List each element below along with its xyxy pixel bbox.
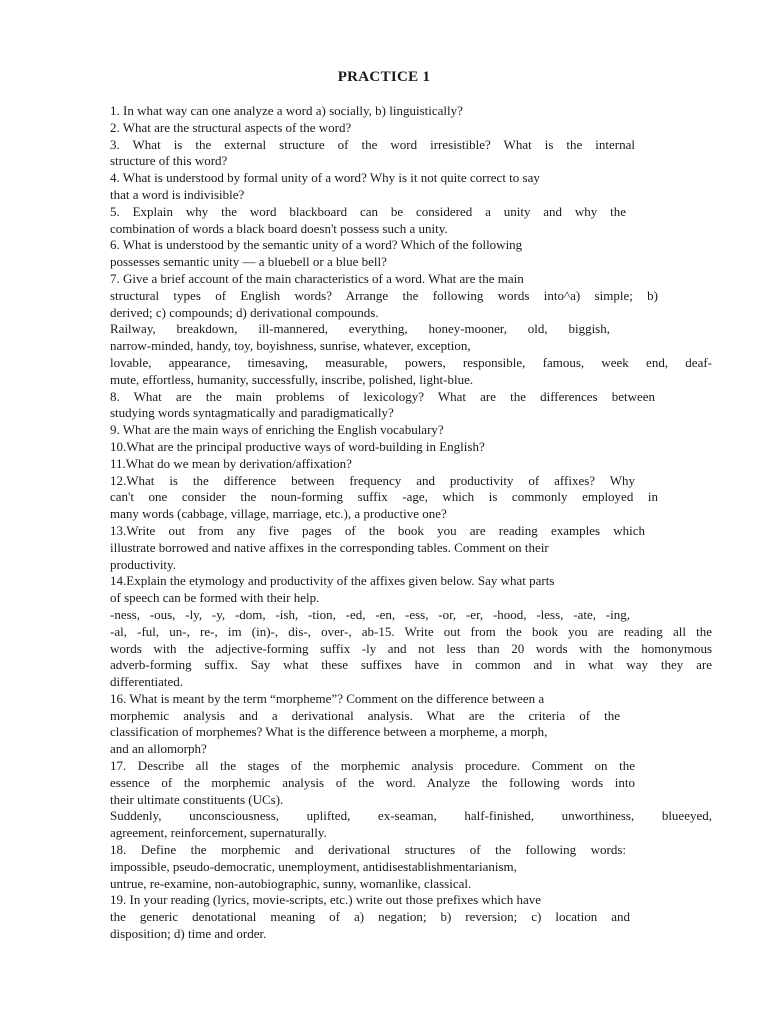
text-line: 14.Explain the etymology and productivity of the affixes given below. Say what parts: [110, 573, 555, 589]
text-line: combination of words a black board doesn't possess such a unity.: [110, 220, 448, 236]
text-line: productivity.: [110, 556, 176, 572]
text-line: that a word is indivisible?: [110, 186, 245, 202]
text-line: 12.What is the difference between frequency and productivity of affixes? Why: [110, 472, 635, 488]
text-line: 5. Explain why the word blackboard can be considered a unity and why the: [110, 203, 626, 219]
text-line: illustrate borrowed and native affixes in the corresponding tables. Comment on their: [110, 539, 549, 555]
text-line: structural types of English words? Arrange the following words into^a) simple; b): [110, 287, 658, 303]
text-line: structure of this word?: [110, 153, 228, 169]
text-line: 18. Define the morphemic and derivational structures of the following words:: [110, 842, 626, 858]
text-line: 2. What are the structural aspects of the word?: [110, 119, 352, 135]
text-line: 16. What is meant by the term “morpheme”? Comment on the difference between a: [110, 690, 545, 706]
text-line: 8. What are the main problems of lexicology? What are the differences between: [110, 388, 655, 404]
text-line: narrow-minded, handy, toy, boyishness, sunrise, whatever, exception,: [110, 338, 471, 354]
text-line: Railway, breakdown, ill-mannered, everything, honey-mooner, old, biggish,: [110, 321, 610, 337]
text-line: 1. In what way can one analyze a word a) socially, b) linguistically?: [110, 103, 463, 118]
text-line: 11.What do we mean by derivation/affixation?: [110, 455, 352, 471]
text-line: lovable, appearance, timesaving, measurable, powers, responsible, famous, week end, deaf-: [110, 354, 712, 370]
text-line: differentiated.: [110, 674, 184, 690]
text-line: agreement, reinforcement, supernaturally.: [110, 825, 327, 841]
text-line: 6. What is understood by the semantic unity of a word? Which of the following: [110, 237, 523, 253]
page-title: PRACTICE 1: [337, 69, 431, 85]
question-list: [110, 103, 712, 943]
text-line: 10.What are the principal productive ways of word-building in English?: [110, 438, 485, 454]
text-line: 4. What is understood by formal unity of a word? Why is it not quite correct to say: [110, 170, 540, 186]
text-line: 13.Write out from any five pages of the book you are reading examples which: [110, 522, 645, 538]
text-line: disposition; d) time and order.: [110, 926, 267, 942]
text-line: possesses semantic unity — a bluebell or a blue bell?: [110, 254, 387, 270]
text-line: mute, effortless, humanity, successfully, inscribe, polished, light-blue.: [110, 371, 474, 387]
text-line: 7. Give a brief account of the main characteristics of a word. What are the main: [110, 270, 524, 286]
text-line: can't one consider the noun-forming suffix -age, which is commonly employed in: [110, 489, 658, 505]
text-line: the generic denotational meaning of a) negation; b) reversion; c) location and: [110, 909, 630, 925]
text-line: untrue, re-examine, non-autobiographic, sunny, womanlike, classical.: [110, 875, 472, 891]
text-line: -ness, -ous, -ly, -y, -dom, -ish, -tion, -ed, -en, -ess, -or, -er, -hood, -less, -ate, -ing,: [110, 606, 630, 622]
text-line: and an allomorph?: [110, 741, 207, 757]
text-line: 9. What are the main ways of enriching the English vocabulary?: [110, 422, 444, 438]
text-line: words with the adjective-forming suffix -ly and not less than 20 words with the homonymous: [110, 640, 712, 656]
text-line: morphemic analysis and a derivational analysis. What are the criteria of the: [110, 707, 620, 723]
text-line: of speech can be formed with their help.: [110, 590, 320, 606]
text-line: their ultimate constituents (UCs).: [110, 791, 284, 807]
text-line: 17. Describe all the stages of the morphemic analysis procedure. Comment on the: [110, 758, 635, 774]
text-line: 19. In your reading (lyrics, movie-scripts, etc.) write out those prefixes which have: [110, 892, 542, 908]
text-line: studying words syntagmatically and paradigmatically?: [110, 405, 394, 421]
text-line: Suddenly, unconsciousness, uplifted, ex-seaman, half-finished, unworthiness, blueeyed,: [110, 808, 712, 824]
text-line: 3. What is the external structure of the word irresistible? What is the internal: [110, 136, 635, 152]
text-line: derived; c) compounds; d) derivational compounds.: [110, 304, 379, 320]
text-line: essence of the morphemic analysis of the word. Analyze the following words into: [110, 774, 635, 790]
text-line: impossible, pseudo-democratic, unemployment, antidisestablishmentarianism,: [110, 858, 517, 874]
text-line: many words (cabbage, village, marriage, etc.), a productive one?: [110, 506, 447, 522]
text-line: -al, -ful, un-, re-, im (in)-, dis-, over-, ab-15. Write out from the book you are reading all the: [110, 623, 712, 639]
text-line: adverb-forming suffix. Say what these suffixes have in common and in what way they are: [110, 657, 712, 673]
text-line: classification of morphemes? What is the difference between a morpheme, a morph,: [110, 724, 548, 740]
